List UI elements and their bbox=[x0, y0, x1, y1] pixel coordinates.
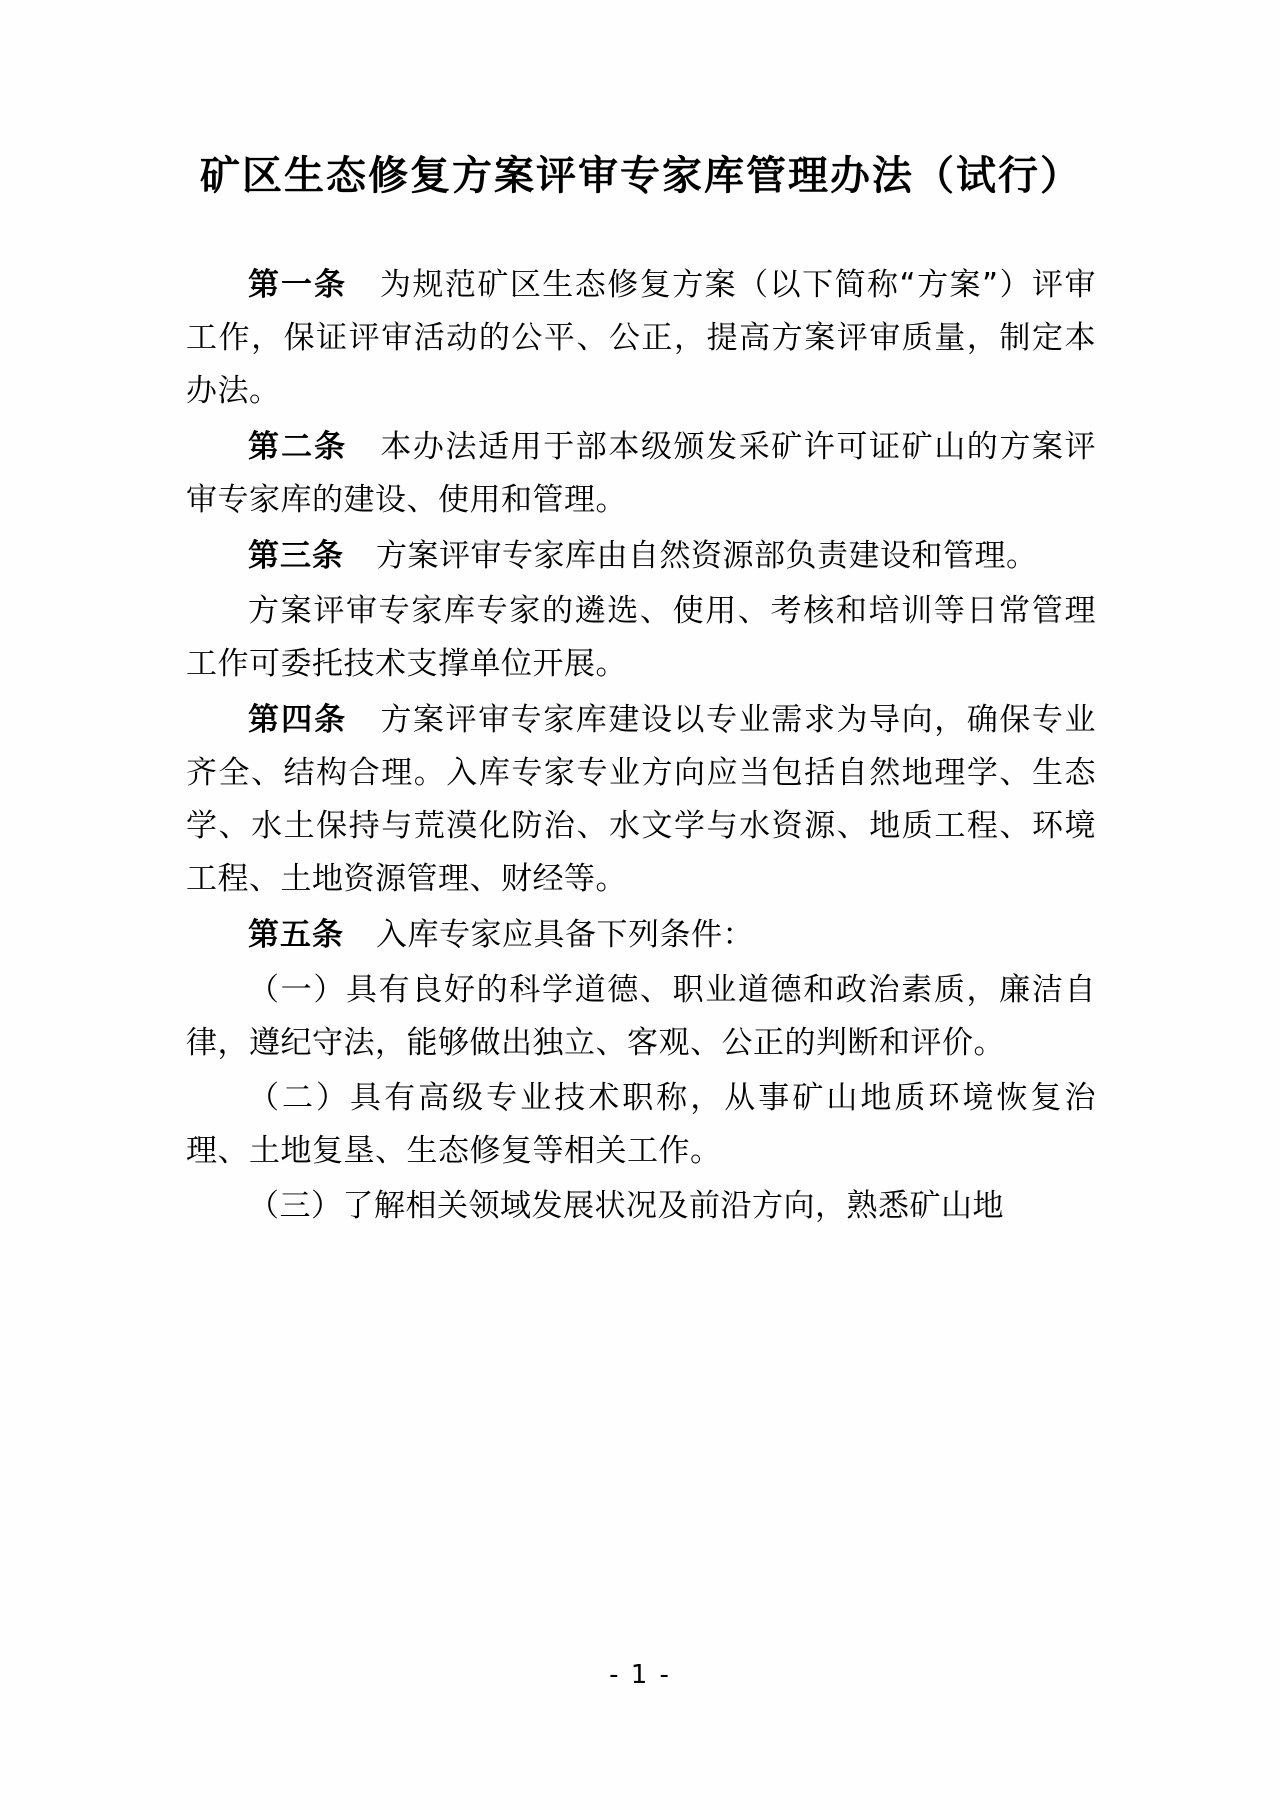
paragraph-3 bbox=[186, 529, 1096, 583]
paragraph-6 bbox=[186, 908, 1096, 962]
paragraph-4 bbox=[186, 585, 1096, 691]
page-number: - 1 - bbox=[609, 1660, 671, 1690]
paragraph-7 bbox=[186, 964, 1096, 1070]
document-body bbox=[186, 150, 1096, 1235]
paragraph-text-5: 方案评审专家库建设以专业需求为导向，确保专业齐全、结构合理。入库专家专业方向应当包括自然地理学、生态学、水土保持与荒漠化防治、水文学与水资源、地质工程、环境工程、土地资源管理、财经等。 bbox=[186, 702, 1097, 897]
paragraph-text-3: 方案评审专家库由自然资源部负责建设和管理。 bbox=[376, 538, 1038, 574]
paragraph-8 bbox=[186, 1072, 1096, 1178]
article-label-2: 第二条 bbox=[248, 429, 348, 464]
article-label-5: 第五条 bbox=[248, 917, 344, 952]
paragraph-text-7: （一）具有良好的科学道德、职业道德和政治素质，廉洁自律，遵纪守法，能够做出独立、客观、公正的判断和评价。 bbox=[186, 972, 1096, 1061]
article-label-3: 第三条 bbox=[248, 538, 344, 573]
paragraph-text-4: 方案评审专家库专家的遴选、使用、考核和培训等日常管理工作可委托技术支撑单位开展。 bbox=[186, 593, 1096, 682]
article-label-1: 第一条 bbox=[248, 267, 347, 302]
article-label-4: 第四条 bbox=[248, 702, 348, 737]
page-title: 矿区生态修复方案评审专家库管理办法（试行） bbox=[200, 153, 1082, 198]
paragraph-text-8: （二）具有高级专业技术职称，从事矿山地质环境恢复治理、土地复垦、生态修复等相关工作。 bbox=[186, 1080, 1096, 1169]
paragraph-9 bbox=[186, 1180, 1096, 1233]
paragraph-5 bbox=[186, 693, 1096, 906]
paragraph-text-1: 为规范矿区生态修复方案（以下简称“方案”）评审工作，保证评审活动的公平、公正，提高方案评审质量，制定本办法。 bbox=[186, 267, 1097, 409]
paragraph-1 bbox=[186, 258, 1096, 418]
paragraph-text-2: 本办法适用于部本级颁发采矿许可证矿山的方案评审专家库的建设、使用和管理。 bbox=[186, 429, 1097, 518]
paragraph-2 bbox=[186, 420, 1096, 527]
paragraph-text-6: 入库专家应具备下列条件： bbox=[376, 917, 754, 953]
paragraph-text-9: （三）了解相关领域发展状况及前沿方向，熟悉矿山地 bbox=[248, 1188, 1004, 1224]
